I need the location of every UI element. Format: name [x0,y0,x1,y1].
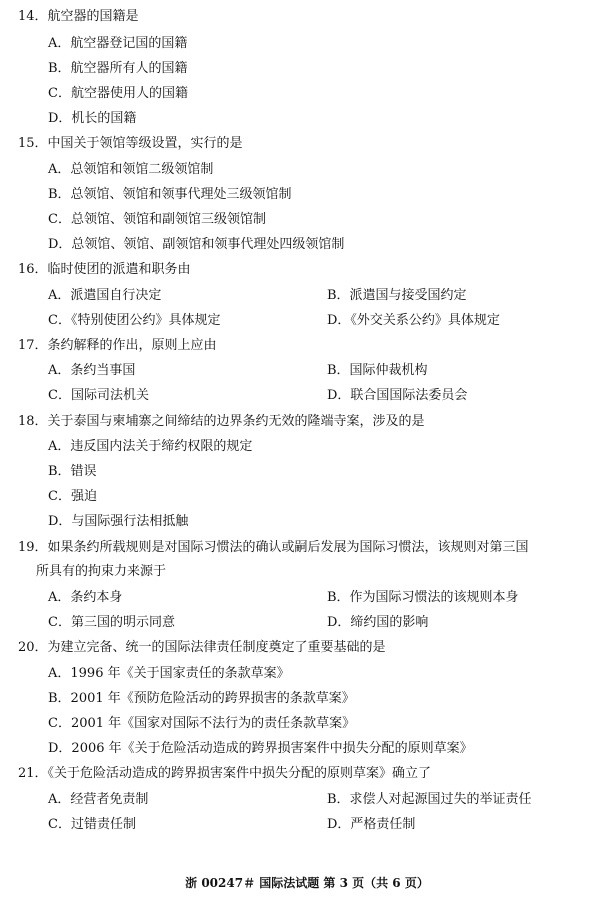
question-16-option-a: A．派遣国自行决定 [48,288,162,303]
question-18-option-d: D．与国际强行法相抵触 [48,514,189,529]
question-16-stem: 16．临时使团的派遣和职务由 [18,262,191,277]
question-16-option-c: C．《特别使团公约》具体规定 [48,313,221,328]
question-15-option-c: C．总领馆、领馆和副领馆三级领馆制 [48,212,266,227]
page-footer: 浙 00247＃ 国际法试题 第 3 页（共 6 页） [185,876,429,890]
question-20-option-c: C．2001 年《国家对国际不法行为的责任条款草案》 [48,716,356,731]
question-17-stem: 17．条约解释的作出，原则上应由 [18,338,217,353]
question-15-stem: 15．中国关于领馆等级设置，实行的是 [18,136,243,151]
question-17-option-c: C．国际司法机关 [48,388,149,403]
question-14-option-b: B．航空器所有人的国籍 [48,61,188,76]
question-15-option-d: D．总领馆、领馆、副领馆和领事代理处四级领馆制 [48,237,345,252]
question-18-option-a: A．违反国内法关于缔约权限的规定 [48,439,253,454]
question-19-option-d: D．缔约国的影响 [327,615,429,630]
question-15-option-a: A．总领馆和领馆二级领馆制 [48,162,214,177]
question-18-option-b: B．错误 [48,464,97,479]
question-18-stem: 18．关于泰国与柬埔寨之间缔结的边界条约无效的隆端寺案，涉及的是 [18,414,425,429]
question-16-option-d: D．《外交关系公约》具体规定 [327,313,500,328]
question-17-option-d: D．联合国国际法委员会 [327,388,468,403]
question-21-stem: 21．《关于危险活动造成的跨界损害案件中损失分配的原则草案》确立了 [18,766,432,781]
question-15-option-b: B．总领馆、领馆和领事代理处三级领馆制 [48,187,292,202]
question-20-stem: 20．为建立完备、统一的国际法律责任制度奠定了重要基础的是 [18,640,386,655]
question-19-stem-continued: 所具有的拘束力来源于 [36,564,167,579]
question-19-option-c: C．第三国的明示同意 [48,615,175,630]
question-20-option-a: A．1996 年《关于国家责任的条款草案》 [48,666,290,681]
question-14-option-a: A．航空器登记国的国籍 [48,36,188,51]
question-21-option-a: A．经营者免责制 [48,792,149,807]
question-14-option-d: D．机长的国籍 [48,111,137,126]
question-20-option-b: B．2001 年《预防危险活动的跨界损害的条款草案》 [48,691,355,706]
question-21-option-b: B．求偿人对起源国过失的举证责任 [327,792,532,807]
question-19-stem: 19．如果条约所载规则是对国际习惯法的确认或嗣后发展为国际习惯法，该规则对第三国 [18,540,529,555]
question-16-option-b: B．派遣国与接受国约定 [327,288,467,303]
question-19-option-b: B．作为国际习惯法的该规则本身 [327,590,519,605]
question-17-option-b: B．国际仲裁机构 [327,363,428,378]
question-14-stem: 14．航空器的国籍是 [18,9,139,24]
question-18-option-c: C．强迫 [48,489,97,504]
question-20-option-d: D．2006 年《关于危险活动造成的跨界损害案件中损失分配的原则草案》 [48,741,473,756]
question-21-option-c: C．过错责任制 [48,817,136,832]
question-14-option-c: C．航空器使用人的国籍 [48,86,188,101]
question-21-option-d: D．严格责任制 [327,817,416,832]
question-19-option-a: A．条约本身 [48,590,123,605]
question-17-option-a: A．条约当事国 [48,363,136,378]
